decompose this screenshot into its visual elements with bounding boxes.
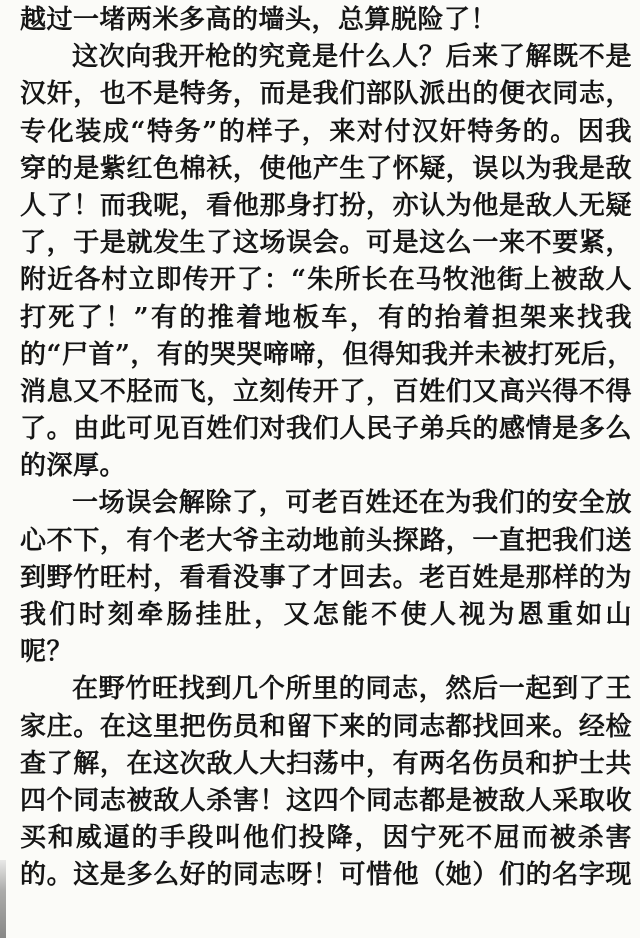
text-line: 汉奸，也不是特务，而是我们部队派出的便衣同志，: [20, 79, 632, 110]
text-line: 查了解，在这次敌人大扫荡中，有两名伤员和护士共: [20, 748, 632, 779]
text-line: 这次向我开枪的究竟是什么人？后来了解既不是: [72, 42, 632, 73]
text-line: 打死了！”有的推着地板车，有的抬着担架来找我: [20, 302, 632, 333]
text-line: 一场误会解除了，可老百姓还在为我们的安全放: [72, 488, 632, 519]
body-text: [20, 2, 632, 895]
scan-edge-shadow: [0, 860, 6, 938]
text-line: 了，于是就发生了这场误会。可是这么一来不要紧，: [20, 228, 632, 259]
text-line: 心不下，有个老大爷主动地前头探路，一直把我们送: [20, 525, 632, 556]
text-line: 四个同志被敌人杀害！这四个同志都是被敌人采取收: [20, 785, 632, 816]
text-line: 的“尸首”，有的哭哭啼啼，但得知我并未被打死后，: [20, 339, 634, 370]
text-line: 的深厚。: [20, 451, 127, 482]
text-line: 人了！而我呢，看他那身打扮，亦认为他是敌人无疑: [20, 190, 632, 221]
text-line: 呢？: [20, 637, 74, 668]
text-line: 越过一堵两米多高的墙头，总算脱险了！: [20, 5, 498, 35]
text-line: 到野竹旺村，看看没事了才回去。老百姓是那样的为: [20, 562, 632, 593]
text-line: 在野竹旺找到几个所里的同志，然后一起到了王: [72, 674, 632, 705]
text-line: 的。这是多么好的同志呀！可惜他（她）们的名字现: [20, 860, 632, 891]
text-line: 买和威逼的手段叫他们投降，因宁死不屈而被杀害: [20, 823, 632, 854]
text-line: 我们时刻牵肠挂肚，又怎能不使人视为恩重如山: [20, 600, 632, 630]
text-line: 专化装成“特务”的样子，来对付汉奸特务的。因我: [20, 116, 632, 147]
text-line: 消息又不胫而飞，立刻传开了，百姓们又高兴得不得: [20, 376, 632, 407]
text-line: 家庄。在这里把伤员和留下来的同志都找回来。经检: [20, 711, 632, 742]
text-line: 了。由此可见百姓们对我们人民子弟兵的感情是多么: [20, 414, 632, 445]
text-line: 穿的是紫红色棉袄，使他产生了怀疑，误以为我是敌: [20, 153, 632, 184]
text-line: 附近各村立即传开了：“朱所长在马牧池街上被敌人: [20, 265, 632, 296]
